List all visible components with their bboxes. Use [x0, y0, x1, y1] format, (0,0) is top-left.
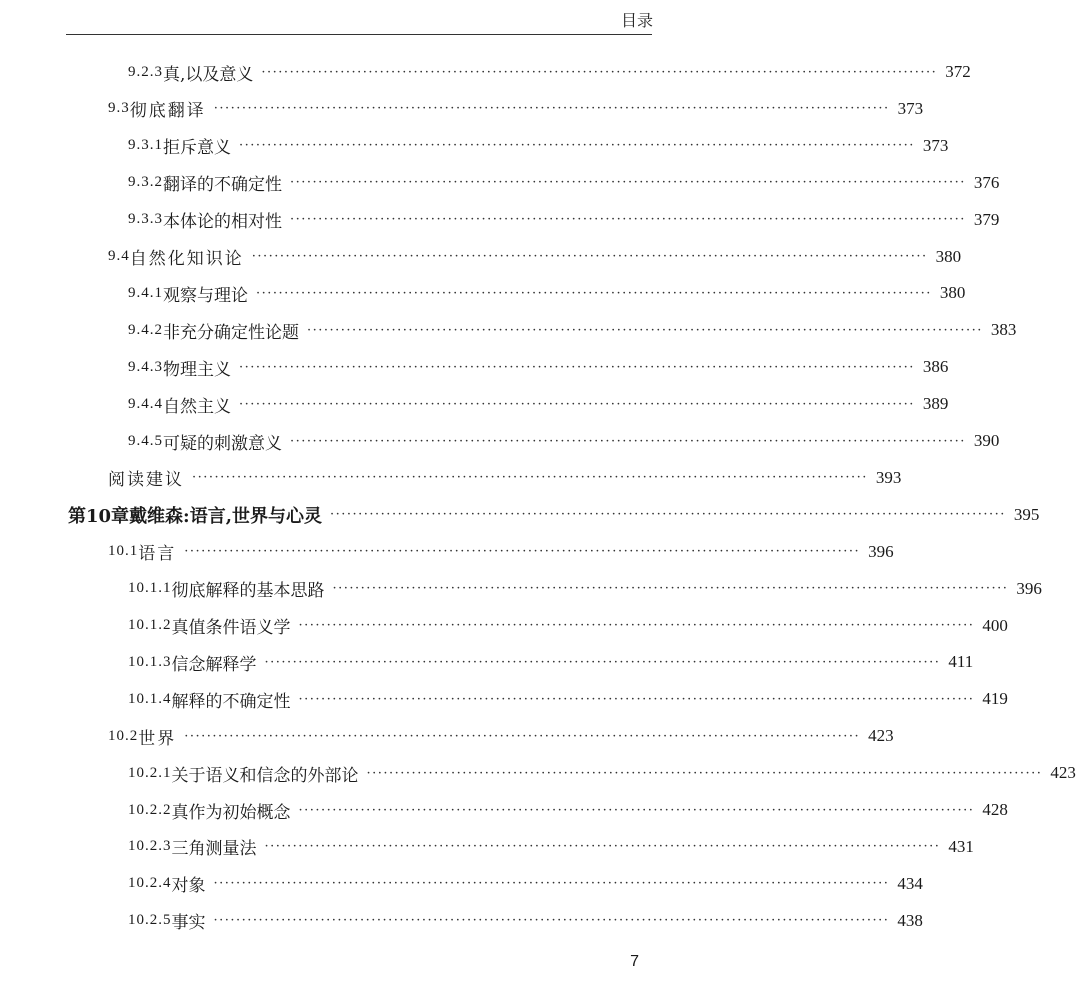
toc-entry-number: 10.1: [108, 543, 139, 560]
toc-entry-title: 彻底解释的基本思路: [171, 581, 325, 602]
dot-leader: ························································································································: [290, 212, 966, 228]
dot-leader: ························································································································: [298, 691, 975, 707]
toc-entry: [0, 386, 949, 422]
page-number: 7: [630, 953, 639, 970]
toc-entry-page: 396: [1016, 578, 1042, 598]
toc-entry-number: 9.2.3: [128, 63, 163, 80]
toc-entry-title: 自然化知识论: [129, 249, 244, 269]
toc-entry: [0, 792, 1008, 828]
toc-entry: [0, 829, 974, 865]
toc-entry-number: 10.2: [108, 727, 139, 744]
toc-entry-page: 373: [922, 135, 949, 155]
toc-entry-title: 信念解释学: [171, 654, 257, 675]
toc-entry-page: 379: [973, 209, 1000, 229]
dot-leader: ························································································································: [213, 913, 890, 929]
toc-entry: [0, 54, 971, 90]
dot-leader: ························································································································: [332, 581, 1009, 597]
running-head-title: 目录: [620, 11, 653, 30]
dot-leader: ························································································································: [264, 839, 941, 855]
toc-entry-page: 396: [868, 541, 894, 561]
toc-entry: [0, 903, 923, 939]
toc-entry-title: 世界: [138, 728, 177, 749]
toc-entry-number: 10.1.4: [128, 690, 172, 707]
toc-entry-page: 438: [897, 910, 923, 930]
toc-entry: [0, 91, 924, 127]
dot-leader: ························································································································: [290, 433, 966, 449]
toc-entry-number: 10.1.2: [128, 617, 172, 633]
toc-entry: [0, 755, 1076, 791]
toc-entry-page: 380: [939, 283, 966, 303]
toc-entry-page: 428: [982, 800, 1008, 819]
dot-leader: ························································································································: [239, 396, 915, 412]
dot-leader: ························································································································: [261, 64, 938, 80]
toc-entry-number: 9.4.3: [128, 358, 163, 375]
toc-entry-number: 10.2.5: [128, 912, 172, 929]
toc-entry-title: 物理主义: [163, 359, 231, 380]
toc-entry-number: 10.2.4: [128, 875, 172, 892]
toc-entry-page: 383: [990, 320, 1017, 340]
toc-entry-page: 411: [948, 652, 974, 672]
toc-entry: [0, 165, 1000, 201]
dot-leader: ························································································································: [329, 507, 1006, 523]
toc-entry: [0, 534, 894, 570]
toc-entry-title: 本体论的相对性: [163, 212, 282, 233]
toc-entry-number: 9.4: [108, 248, 130, 264]
toc-entry-page: 434: [897, 873, 923, 893]
toc-entry: [0, 571, 1042, 607]
dot-leader: ························································································································: [213, 876, 890, 892]
toc-entry: [0, 349, 949, 385]
toc-entry-number: 9.3: [108, 100, 130, 117]
toc-entry: [0, 202, 1000, 238]
dot-leader: ························································································································: [366, 765, 1043, 781]
toc-entry-number: 10.2.2: [128, 801, 172, 818]
dot-leader: ························································································································: [290, 175, 966, 191]
toc-entry: [0, 312, 1017, 348]
toc-entry-title: 关于语义和信念的外部论: [171, 765, 359, 786]
toc-entry-title: 非充分确定性论题: [163, 322, 299, 343]
toc-entry-title: 可疑的刺激意义: [163, 433, 282, 454]
toc-entry-title: 事实: [171, 913, 206, 934]
toc-entry-page: 395: [1013, 504, 1040, 524]
toc-entry-page: 423: [1050, 763, 1076, 783]
toc-entry: [0, 681, 1008, 717]
toc-entry-number: 10.1.1: [128, 580, 172, 597]
toc-entry-page: 380: [935, 246, 962, 266]
toc-entry-title: 阅读建议: [108, 470, 184, 491]
header-rule: [66, 34, 652, 35]
toc-entry-number: 10.1.3: [128, 653, 172, 670]
toc-entry-page: 372: [945, 62, 971, 81]
toc-entry-title: 自然主义: [163, 396, 231, 417]
toc-entry-title: 对象: [171, 876, 206, 897]
dot-leader: ························································································································: [239, 359, 915, 375]
toc-entry-number: 第10章: [68, 505, 130, 527]
dot-leader: ························································································································: [256, 285, 932, 301]
toc-entry: [0, 497, 1040, 533]
dot-leader: ························································································································: [264, 654, 941, 670]
toc-entry: [0, 608, 1008, 644]
dot-leader: ························································································································: [307, 322, 983, 338]
toc-entry-title: 三角测量法: [171, 839, 257, 860]
toc-entry-page: 389: [922, 394, 949, 414]
toc-entry-title: 翻译的不确定性: [163, 175, 282, 196]
toc-entry: [0, 275, 966, 311]
toc-entry: [0, 239, 962, 275]
toc-entry-number: 9.4.5: [128, 432, 163, 449]
toc-entry-page: 423: [868, 726, 894, 746]
toc-entry: [0, 644, 974, 680]
dot-leader: ························································································································: [192, 470, 868, 486]
toc-entry-page: 393: [875, 467, 902, 487]
toc-entry: [0, 460, 902, 496]
toc-entry-title: 戴维森:语言,世界与心灵: [129, 505, 322, 527]
toc-entry-page: 373: [897, 98, 924, 118]
toc-entry-number: 9.3.2: [128, 174, 163, 191]
toc-entry-page: 390: [973, 431, 1000, 450]
toc-entry-title: 真值条件语义学: [171, 618, 291, 638]
toc-entry-number: 9.3.3: [128, 211, 163, 228]
toc-entry-number: 9.3.1: [128, 137, 163, 154]
toc-entry: [0, 423, 1000, 459]
toc-entry-title: 语言: [138, 544, 177, 565]
dot-leader: ························································································································: [298, 802, 975, 818]
toc-entry-number: 10.2.3: [128, 838, 172, 855]
toc-entry: [0, 866, 923, 902]
toc-entry-title: 拒斥意义: [163, 138, 231, 159]
dot-leader: ························································································································: [213, 101, 890, 117]
toc-entry-title: 彻底翻译: [129, 101, 206, 122]
toc-entry-title: 观察与理论: [163, 285, 248, 306]
dot-leader: ························································································································: [184, 728, 861, 744]
toc-entry-page: 431: [948, 836, 974, 856]
toc-entry-number: 10.2.1: [128, 764, 172, 781]
dot-leader: ························································································································: [298, 618, 975, 633]
toc-entry-page: 419: [982, 689, 1008, 709]
toc-entry-page: 400: [982, 615, 1008, 635]
dot-leader: ························································································································: [251, 249, 928, 264]
toc-entry-page: 386: [922, 357, 949, 377]
toc-entry-title: 真作为初始概念: [171, 802, 291, 823]
toc-entry-number: 9.4.2: [128, 321, 163, 338]
toc-entry-title: 真,以及意义: [163, 64, 254, 85]
toc-entry-number: 9.4.4: [128, 395, 163, 412]
toc-entry: [0, 128, 949, 164]
toc-entry-title: 解释的不确定性: [171, 691, 291, 712]
dot-leader: ························································································································: [239, 138, 915, 154]
dot-leader: ························································································································: [184, 544, 861, 560]
toc-entry-page: 376: [973, 172, 1000, 192]
toc-entry-number: 9.4.1: [128, 284, 163, 301]
toc-entry: [0, 718, 894, 754]
